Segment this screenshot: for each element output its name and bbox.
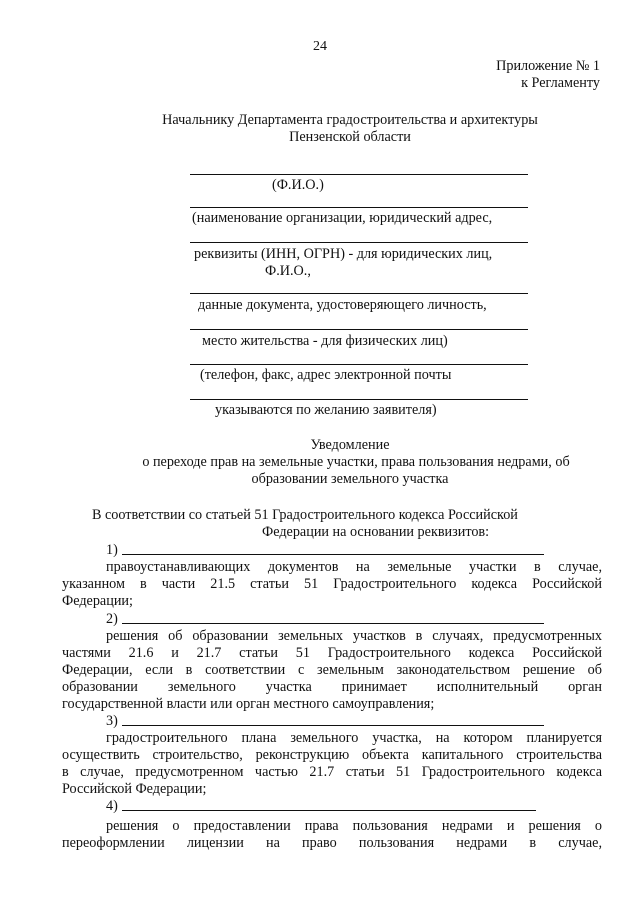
fio-caption: (Ф.И.О.) xyxy=(272,177,324,193)
notice-subtitle-1: о переходе прав на земельные участки, права пользования недрами, об xyxy=(142,454,570,470)
item-2-line-1: решения об образовании земельных участков в случаях, предусмотренных xyxy=(106,628,602,644)
org-caption-1: (наименование организации, юридический адрес, xyxy=(192,210,493,226)
notice-subtitle-2: образовании земельного участка xyxy=(251,471,449,487)
item-3-number: 3) xyxy=(106,713,118,729)
item-2-text xyxy=(62,628,602,713)
item-4-number: 4) xyxy=(106,798,118,814)
item-4-blank-line xyxy=(122,810,536,811)
notice-title: Уведомление xyxy=(310,437,390,453)
item-3-line-1: градостроительного плана земельного участка, на котором планируется xyxy=(106,730,602,746)
item-4-line-2: переоформлении лицензии на право пользования недрами в случае, xyxy=(62,835,602,851)
item-3-line-2: осуществить строительство, реконструкцию объекта капитального строительства xyxy=(62,747,602,763)
item-2-line-5: государственной власти или орган местного самоуправления; xyxy=(62,696,435,712)
org-caption-2: реквизиты (ИНН, ОГРН) - для юридических лиц, xyxy=(194,246,493,262)
item-1-number: 1) xyxy=(106,542,118,558)
item-3-text xyxy=(62,730,602,798)
addressee-line-1: Начальнику Департамента градостроительства и архитектуры xyxy=(162,112,538,128)
item-1-line-1: правоустанавливающих документов на земельные участки в случае, xyxy=(106,559,602,575)
residence-caption: место жительства - для физических лиц) xyxy=(202,333,448,349)
contacts-blank-line xyxy=(190,364,528,365)
item-2-blank-line xyxy=(122,623,544,624)
requisites-blank-line xyxy=(190,242,528,243)
item-4-line-1: решения о предоставлении права пользования недрами и решения о xyxy=(106,818,602,834)
addressee-line-2: Пензенской области xyxy=(289,129,411,145)
item-3-blank-line xyxy=(122,725,544,726)
item-4-text xyxy=(62,818,602,852)
contacts-caption-2: указываются по желанию заявителя) xyxy=(215,402,437,418)
org-blank-line xyxy=(190,207,528,208)
item-3-line-4: Российской Федерации; xyxy=(62,781,207,797)
item-1-blank-line xyxy=(122,554,544,555)
doc-blank-line xyxy=(190,293,528,294)
item-1-text xyxy=(62,559,602,610)
intro-line-2: Федерации на основании реквизитов: xyxy=(262,524,490,540)
page-number: 24 xyxy=(313,39,327,54)
item-3-line-3: в случае, предусмотренном частью 21.7 статьи 51 Градостроительного кодекса xyxy=(62,764,602,780)
org-caption-3: Ф.И.О., xyxy=(265,263,311,279)
contacts-caption-1: (телефон, факс, адрес электронной почты xyxy=(200,367,452,383)
item-1-line-2: указанном в части 21.5 статьи 51 Градостроительного кодекса Российской xyxy=(62,576,602,592)
appendix-line-1: Приложение № 1 xyxy=(496,58,600,74)
contacts-blank-line-2 xyxy=(190,399,528,400)
item-1-line-3: Федерации; xyxy=(62,593,133,609)
intro-line-1: В соответствии со статьей 51 Градостроительного кодекса Российской xyxy=(92,507,518,523)
item-2-line-2: частями 21.6 и 21.7 статьи 51 Градостроительного кодекса Российской xyxy=(62,645,602,661)
item-2-line-4: образовании земельного участка принимает исполнительный орган xyxy=(62,679,602,695)
residence-blank-line xyxy=(190,329,528,330)
doc-caption: данные документа, удостоверяющего личность, xyxy=(198,297,487,313)
item-2-number: 2) xyxy=(106,611,118,627)
appendix-line-2: к Регламенту xyxy=(521,75,600,91)
item-2-line-3: Федерации, если в соответствии с земельным законодательством решение об xyxy=(62,662,602,678)
fio-blank-line xyxy=(190,174,528,175)
